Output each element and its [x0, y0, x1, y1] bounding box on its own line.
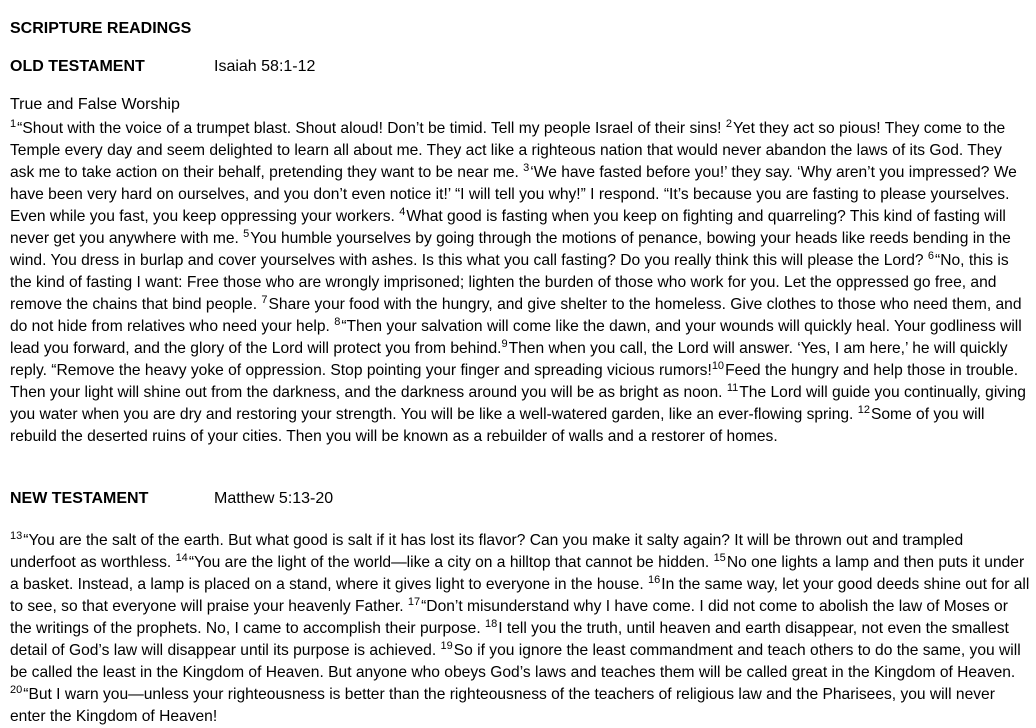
verse-number: 16	[648, 573, 661, 586]
new-testament-reference: Matthew 5:13-20	[214, 490, 334, 507]
old-testament-label: OLD TESTAMENT	[10, 58, 145, 75]
verse-text: Yet they act so pious! They come to the Temple every day and seem delighted to learn all about me. They act like a righteous nation that would never abandon the laws of its God. They ask me to take action on their behalf, pretending they want to be near me.	[10, 120, 1006, 181]
verse-number: 5	[243, 227, 250, 240]
verse-number: 15	[713, 551, 726, 564]
verse-text: So if you ignore the least commandment and teach others to do the same, you will be called the least in the Kingdom of Heaven. But anyone who obeys God’s laws and teaches them will be called great in the Kingdom of Heaven.	[10, 642, 1021, 681]
old-testament-header	[10, 58, 315, 76]
verse-number: 20	[10, 683, 23, 696]
verse-number: 11	[726, 381, 739, 394]
new-testament-label: NEW TESTAMENT	[10, 490, 149, 507]
new-testament-header	[10, 490, 333, 508]
verse-number: 9	[501, 337, 508, 350]
verse-text: “Then your salvation will come like the dawn, and your wounds will quickly heal. Your godliness will lead you forward, and the glory of the Lord will protect you from behind.	[10, 318, 1022, 357]
verse-text: “Shout with the voice of a trumpet blast. Shout aloud! Don’t be timid. Tell my people Israel of their sins!	[17, 120, 726, 137]
verse-text: I tell you the truth, until heaven and earth disappear, not even the smallest detail of God’s law will disappear until its purpose is achieved.	[10, 620, 1009, 659]
verse-number: 13	[10, 529, 23, 542]
old-testament-passage	[10, 118, 1030, 448]
verse-number: 1	[10, 117, 17, 130]
old-testament-section-title: True and False Worship	[10, 96, 180, 113]
verse-text: No one lights a lamp and then puts it under a basket. Instead, a lamp is placed on a stand, where it gives light to everyone in the house.	[10, 554, 1025, 593]
verse-number: 14	[175, 551, 188, 564]
verse-text: Share your food with the hungry, and give shelter to the homeless. Give clothes to those who need them, and do not hide from relatives who need your help.	[10, 296, 1022, 335]
verse-text: In the same way, let your good deeds shine out for all to see, so that everyone will praise your heavenly Father.	[10, 576, 1030, 615]
verse-number: 8	[334, 315, 341, 328]
verse-text: “No, this is the kind of fasting I want: Free those who are wrongly imprisoned; lighten the burden of those who work for you. Let the oppressed go free, and remove the chains that bind people.	[10, 252, 1009, 313]
verse-text: “But I warn you—unless your righteousness is better than the righteousness of the teachers of religious law and the Pharisees, you will never enter the Kingdom of Heaven!	[10, 686, 995, 725]
verse-text: ‘We have fasted before you!’ they say. ‘Why aren’t you impressed? We have been very hard on ourselves, and you don’t even notice it!’ “I will tell you why!” I respond. “It’s because you are fasting to please yourselves. Even while you fast, you keep oppressing your workers.	[10, 164, 1017, 225]
verse-text: You humble yourselves by going through the motions of penance, bowing your heads like reeds bending in the wind. You dress in burlap and cover yourselves with ashes. Is this what you call fasting? Do you really think this will please the Lord?	[10, 230, 1011, 269]
old-testament-reference: Isaiah 58:1-12	[214, 58, 316, 75]
verse-number: 2	[725, 117, 732, 130]
page-title: SCRIPTURE READINGS	[10, 20, 192, 37]
verse-text: Then when you call, the Lord will answer. ‘Yes, I am here,’ he will quickly reply. “Remove the heavy yoke of oppression. Stop pointing your finger and spreading vicious rumors!	[10, 340, 1008, 379]
verse-text: Feed the hungry and help those in trouble. Then your light will shine out from the darkness, and the darkness around you will be as bright as noon.	[10, 362, 1019, 401]
verse-number: 10	[711, 359, 725, 372]
verse-number: 12	[857, 403, 870, 416]
verse-text: “You are the salt of the earth. But what good is salt if it has lost its flavor? Can you make it salty again? It will be thrown out and trampled underfoot as worthless.	[10, 532, 964, 571]
verse-text: “You are the light of the world—like a city on a hilltop that cannot be hidden.	[188, 554, 714, 571]
verse-number: 3	[523, 161, 530, 174]
verse-number: 4	[399, 205, 406, 218]
verse-number: 7	[261, 293, 268, 306]
verse-number: 6	[927, 249, 935, 262]
verse-number: 19	[440, 639, 453, 652]
verse-number: 17	[407, 595, 421, 608]
verse-text: What good is fasting when you keep on fighting and quarreling? This kind of fasting will never get you anywhere with me.	[10, 208, 1006, 247]
verse-text: Some of you will rebuild the deserted ruins of your cities. Then you will be known as a rebuilder of walls and a restorer of homes.	[10, 406, 985, 445]
verse-text: The Lord will guide you continually, giving you water when you are dry and restoring your strength. You will be like a well-watered garden, like an ever-flowing spring.	[10, 384, 1026, 423]
new-testament-passage	[10, 530, 1030, 728]
verse-text: “Don’t misunderstand why I have come. I did not come to abolish the law of Moses or the writings of the prophets. No, I came to accomplish their purpose.	[10, 598, 1008, 637]
verse-number: 18	[484, 617, 498, 630]
